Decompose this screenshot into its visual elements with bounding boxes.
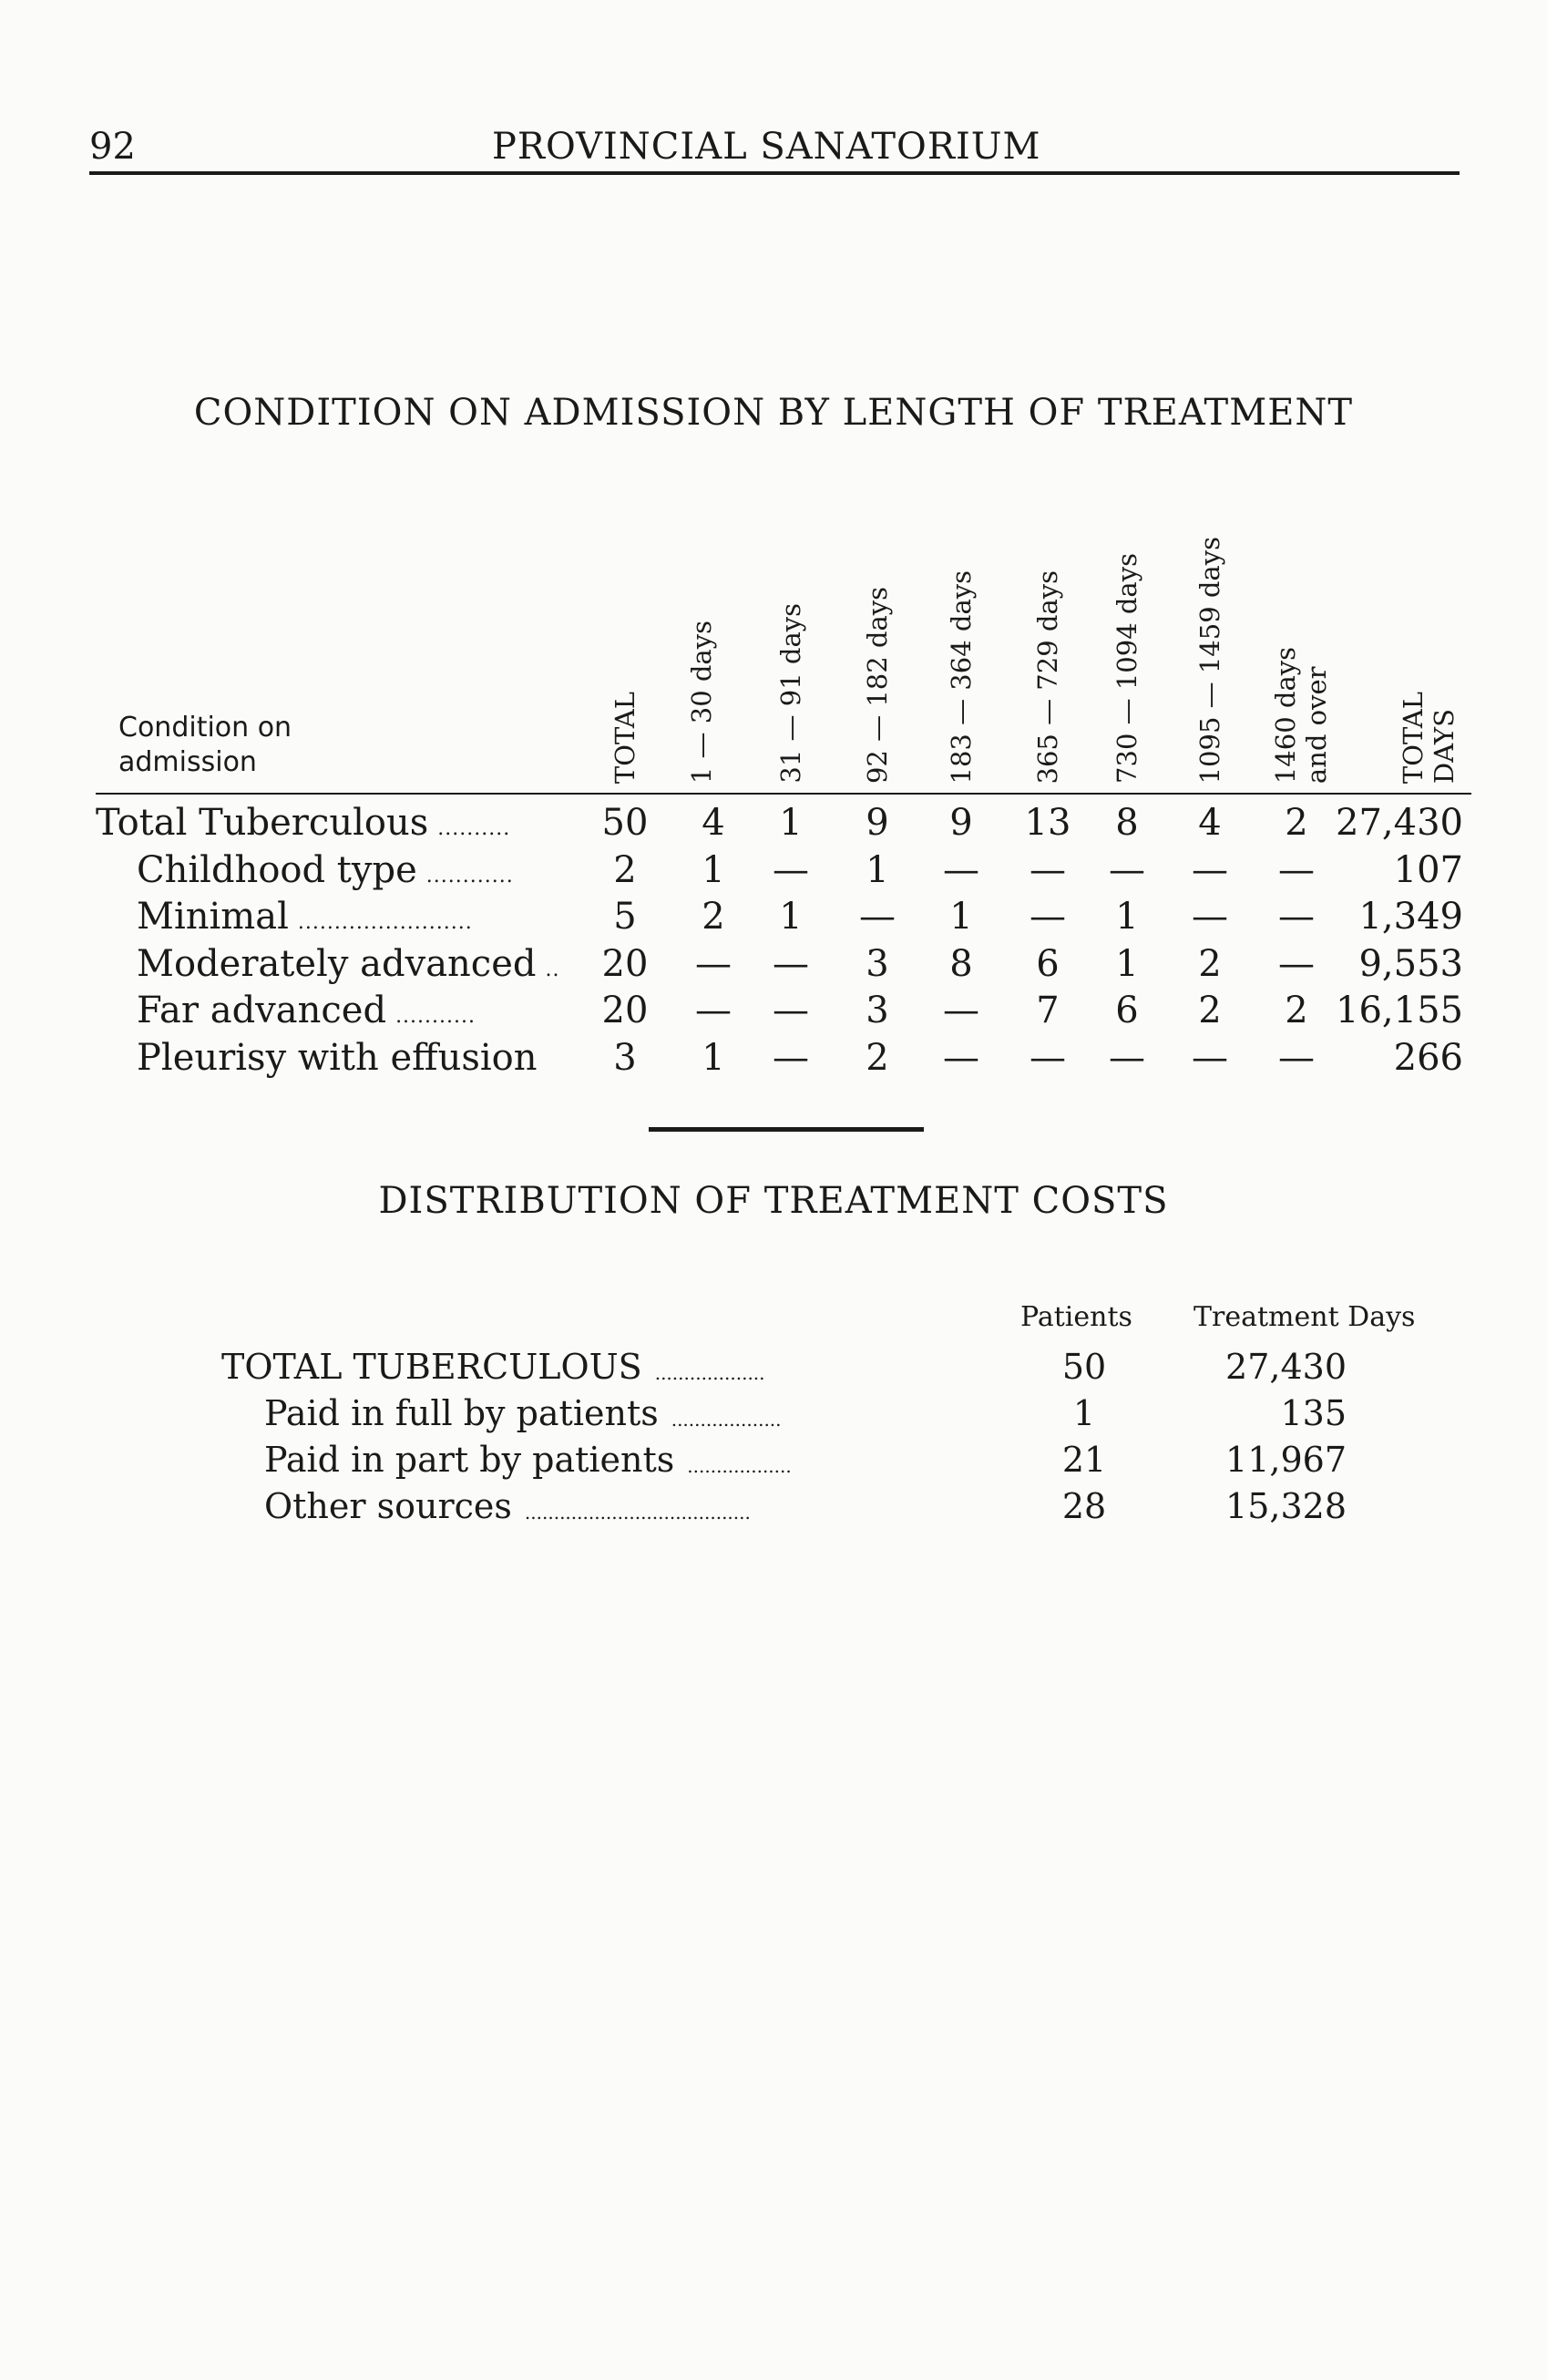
row-label: Far advanced bbox=[137, 990, 387, 1031]
table-cell: 9 bbox=[866, 802, 889, 844]
table-row bbox=[0, 802, 1547, 847]
table-cell: — bbox=[943, 848, 979, 891]
table-cell: — bbox=[943, 990, 979, 1031]
table2-title: DISTRIBUTION OF TREATMENT COSTS bbox=[378, 1180, 1169, 1222]
table1-title: CONDITION ON ADMISSION BY LENGTH OF TREATMENT bbox=[193, 392, 1354, 434]
leader-dots: .................. bbox=[687, 1455, 792, 1477]
table-row bbox=[0, 1347, 1547, 1392]
table-cell: 1,349 bbox=[1358, 896, 1463, 938]
table-cell: — bbox=[773, 942, 809, 985]
column-header-label: 730 — 1094 days bbox=[1112, 553, 1142, 784]
table-cell: — bbox=[695, 990, 732, 1031]
table-row bbox=[0, 990, 1547, 1035]
leader-dots: ....................................... bbox=[524, 1502, 751, 1523]
table-cell: 16,155 bbox=[1336, 990, 1463, 1031]
leader-dots: ............ bbox=[425, 864, 514, 887]
column-header bbox=[1100, 483, 1154, 784]
column-header bbox=[674, 483, 729, 784]
table-cell: 6 bbox=[1036, 942, 1060, 985]
table-cell: 3 bbox=[866, 942, 889, 985]
column-header bbox=[1183, 483, 1237, 784]
table-cell: 5 bbox=[613, 896, 637, 938]
table-cell: 8 bbox=[1115, 802, 1139, 844]
table-row bbox=[0, 896, 1547, 941]
page-number: 92 bbox=[89, 126, 136, 168]
row-label: Minimal bbox=[137, 896, 289, 938]
treatment-days-cell: 135 bbox=[1280, 1393, 1347, 1433]
row-label: Total Tuberculous bbox=[96, 802, 429, 844]
table-cell: — bbox=[1192, 1036, 1228, 1079]
table-cell: 4 bbox=[702, 802, 725, 844]
column-header-label: 183 — 364 days bbox=[946, 569, 977, 784]
column-header-label: TOTAL bbox=[610, 691, 640, 784]
row-label: Paid in part by patients bbox=[264, 1440, 675, 1480]
table-cell: — bbox=[773, 848, 809, 891]
table-cell: 2 bbox=[1285, 990, 1308, 1031]
column-header bbox=[763, 483, 818, 784]
stub-header: Condition on admission bbox=[118, 712, 292, 778]
table-cell: 6 bbox=[1115, 990, 1139, 1031]
row-label: Moderately advanced bbox=[137, 942, 537, 985]
table-cell: 1 bbox=[1115, 896, 1139, 938]
row-label: Childhood type bbox=[137, 848, 417, 891]
table-cell: 1 bbox=[702, 848, 725, 891]
treatment-days-column-header: Treatment Days bbox=[1194, 1301, 1416, 1333]
treatment-days-cell: 11,967 bbox=[1225, 1440, 1347, 1480]
table-cell: 2 bbox=[1198, 990, 1222, 1031]
table1-rule bbox=[96, 793, 1471, 795]
treatment-days-cell: 15,328 bbox=[1225, 1486, 1347, 1526]
column-header-label: 1 — 30 days bbox=[686, 620, 717, 784]
table-cell: — bbox=[773, 990, 809, 1031]
column-header bbox=[850, 483, 905, 784]
table-cell: 2 bbox=[702, 896, 725, 938]
table-cell: 1 bbox=[779, 802, 803, 844]
row-label: Pleurisy with effusion bbox=[137, 1036, 538, 1079]
table-cell: — bbox=[773, 1036, 809, 1079]
table-cell: — bbox=[1278, 1036, 1315, 1079]
table-cell: — bbox=[1278, 896, 1315, 938]
table-cell: — bbox=[695, 942, 732, 985]
leader-dots: .. bbox=[545, 958, 560, 981]
leader-dots: .......... bbox=[437, 817, 511, 840]
table-cell: 9,553 bbox=[1358, 942, 1463, 985]
table-cell: 50 bbox=[601, 802, 649, 844]
table-row bbox=[0, 849, 1547, 895]
table-cell: — bbox=[1030, 848, 1066, 891]
row-label: Other sources bbox=[264, 1486, 512, 1526]
table-cell: 1 bbox=[779, 896, 803, 938]
table-cell: 20 bbox=[601, 990, 649, 1031]
column-header bbox=[1398, 483, 1460, 784]
leader-dots: ........................ bbox=[297, 911, 473, 934]
column-header-label: 31 — 91 days bbox=[775, 603, 806, 784]
table-cell: 4 bbox=[1198, 802, 1222, 844]
column-header-label: 92 — 182 days bbox=[862, 586, 893, 784]
table-cell: 9 bbox=[949, 802, 973, 844]
table-cell: 20 bbox=[601, 942, 649, 985]
table-cell: 2 bbox=[613, 848, 637, 891]
column-header-label: TOTAL DAYS bbox=[1398, 691, 1460, 784]
running-title: PROVINCIAL SANATORIUM bbox=[492, 126, 1041, 168]
row-label: Paid in full by patients bbox=[264, 1393, 659, 1433]
table-row bbox=[0, 1440, 1547, 1485]
table-cell: — bbox=[859, 896, 896, 938]
table-cell: 2 bbox=[1285, 802, 1308, 844]
row-label: TOTAL TUBERCULOUS bbox=[221, 1347, 642, 1387]
patients-cell: 50 bbox=[1061, 1347, 1107, 1387]
table-cell: 7 bbox=[1036, 990, 1060, 1031]
treatment-days-cell: 27,430 bbox=[1225, 1347, 1347, 1387]
column-header bbox=[598, 483, 652, 784]
table-cell: 1 bbox=[1115, 942, 1139, 985]
leader-dots: ................... bbox=[654, 1362, 765, 1384]
column-header-label: 365 — 729 days bbox=[1032, 569, 1063, 784]
header-rule bbox=[89, 171, 1460, 175]
table-cell: — bbox=[1030, 896, 1066, 938]
table-cell: — bbox=[1192, 896, 1228, 938]
table-cell: 8 bbox=[949, 942, 973, 985]
column-header bbox=[934, 483, 989, 784]
table-cell: — bbox=[1109, 1036, 1145, 1079]
table-cell: 27,430 bbox=[1336, 802, 1463, 844]
patients-cell: 1 bbox=[1072, 1393, 1096, 1433]
table-cell: 1 bbox=[866, 848, 889, 891]
patients-cell: 28 bbox=[1061, 1486, 1107, 1526]
leader-dots: ........... bbox=[395, 1005, 476, 1028]
table-cell: 266 bbox=[1393, 1036, 1463, 1079]
table-cell: — bbox=[1192, 848, 1228, 891]
leader-dots: ................... bbox=[671, 1409, 782, 1431]
table-cell: 1 bbox=[702, 1036, 725, 1079]
table-cell: 1 bbox=[949, 896, 973, 938]
table-cell: 3 bbox=[866, 990, 889, 1031]
table-cell: — bbox=[1278, 942, 1315, 985]
table-cell: 2 bbox=[866, 1036, 889, 1079]
patients-cell: 21 bbox=[1061, 1440, 1107, 1480]
table-cell: — bbox=[1278, 848, 1315, 891]
column-header-label: 1095 — 1459 days bbox=[1194, 536, 1225, 784]
patients-column-header: Patients bbox=[1020, 1301, 1132, 1333]
table-row bbox=[0, 1486, 1547, 1532]
table-cell: — bbox=[943, 1036, 979, 1079]
table-cell: 2 bbox=[1198, 942, 1222, 985]
table-cell: 13 bbox=[1024, 802, 1071, 844]
table-row bbox=[0, 1393, 1547, 1439]
column-header bbox=[1020, 483, 1075, 784]
column-header-label: 1460 days and over bbox=[1270, 646, 1332, 784]
table-row bbox=[0, 1037, 1547, 1082]
column-header bbox=[1270, 483, 1332, 784]
table-cell: 107 bbox=[1393, 848, 1463, 891]
table-row bbox=[0, 943, 1547, 989]
table-cell: — bbox=[1030, 1036, 1066, 1079]
section-divider bbox=[649, 1127, 924, 1132]
table-cell: — bbox=[1109, 848, 1145, 891]
table-cell: 3 bbox=[613, 1036, 637, 1079]
